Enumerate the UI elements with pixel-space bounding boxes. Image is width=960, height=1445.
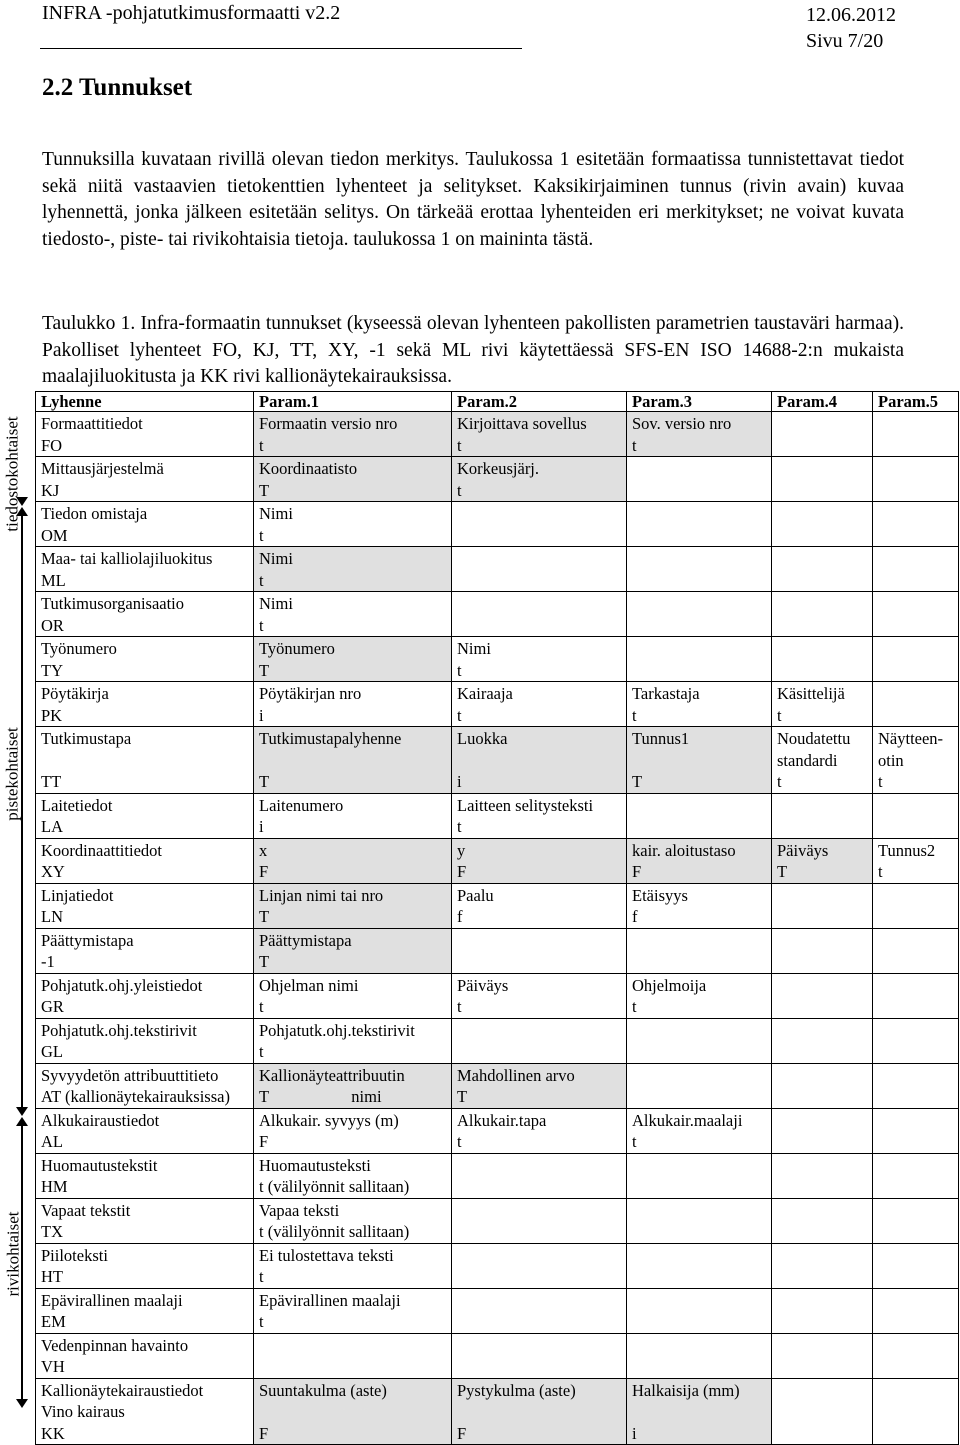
parameter-cell: Halkaisija (mm) i [627,1378,772,1445]
parameter-cell: Etäisyys f [627,883,772,928]
table-row [36,1333,959,1378]
parameter-cell: Päättymistapa T [254,928,452,973]
table-row [36,1063,959,1108]
parameter-cell [873,1333,959,1378]
parameter-cell [452,928,627,973]
parameter-cell [452,547,627,592]
parameter-cell [452,592,627,637]
table-row [36,682,959,727]
parameter-cell: Vapaa teksti t (välilyönnit sallitaan) [254,1198,452,1243]
parameter-cell: Pöytäkirjan nro i [254,682,452,727]
parameter-cell [873,412,959,457]
document-title: INFRA -pohjatutkimusformaatti v2.2 [42,2,341,24]
parameter-cell [772,1288,873,1333]
parameter-cell: Suuntakulma (aste) F [254,1378,452,1445]
parameter-cell [873,793,959,838]
intro-paragraph: Tunnuksilla kuvataan rivillä olevan tiedon merkitys. Taulukossa 1 esitetään formaatissa tunnistettavat tiedot sekä niitä vastaavien tietokenttien lyhenteet ja selitykset. Kaksikirjaiminen tunnus (rivin avain) kuvaa lyhennettä, jonka jälkeen esitetään selitys. On tärkeää erottaa lyhenteiden eri merkitykset; ne voivat kuvata tiedosto-, piste- tai rivikohtaisia tietoja. taulukossa 1 on maininta tästä. [42,149,904,250]
row-identifier-cell: Formaattitiedot FO [36,412,254,457]
parameter-cell [772,502,873,547]
parameter-cell: x F [254,838,452,883]
table-row [36,547,959,592]
parameter-cell [772,457,873,502]
table-row [36,727,959,794]
parameter-cell: Koordinaatisto T [254,457,452,502]
table-header-row [36,392,959,412]
parameter-cell: Näytteen-otin t [873,727,959,794]
table-row [36,928,959,973]
table-row [36,1288,959,1333]
arrow-down-icon [16,497,28,506]
row-identifier-cell: Epävirallinen maalaji EM [36,1288,254,1333]
parameter-cell [772,883,873,928]
row-identifier-cell: Laitetiedot LA [36,793,254,838]
row-identifier-cell: Alkukairaustiedot AL [36,1108,254,1153]
scope-divider-line [21,515,23,1107]
parameter-cell [873,1378,959,1445]
parameter-cell [873,1153,959,1198]
parameter-cell [772,1153,873,1198]
parameter-cell: Nimi t [254,547,452,592]
parameter-cell: Alkukair.maalaji t [627,1108,772,1153]
row-identifier-cell: Maa- tai kalliolajiluokitus ML [36,547,254,592]
row-identifier-cell: Kallionäytekairaustiedot Vino kairaus KK [36,1378,254,1445]
page-number: Sivu 7/20 [806,30,884,52]
parameter-cell [772,1063,873,1108]
tunnukset-table [35,391,959,1445]
row-identifier-cell: Piiloteksti HT [36,1243,254,1288]
parameter-cell: Kallionäyteattribuutin T nimi [254,1063,452,1108]
parameter-cell [873,547,959,592]
row-identifier-cell: Pohjatutk.ohj.tekstirivit GL [36,1018,254,1063]
parameter-cell [452,1153,627,1198]
row-identifier-cell: Pöytäkirja PK [36,682,254,727]
parameter-cell: Nimi t [254,592,452,637]
row-identifier-cell: Päättymistapa -1 [36,928,254,973]
parameter-cell: Tunnus2 t [873,838,959,883]
table-row [36,637,959,682]
parameter-cell: Nimi t [254,502,452,547]
table-row [36,1378,959,1445]
table-caption: Taulukko 1. Infra-formaatin tunnukset (kyseessä olevan lyhenteen pakollisten parametrien taustaväri harmaa). Pakolliset lyhenteet FO, KJ, TT, XY, -1 sekä ML rivi käytettäessä SFS-EN ISO 14688-2:n mukaista maalajiluokitusta ja KK rivi kallionäytekairauksissa. [42,313,904,387]
parameter-cell [772,1243,873,1288]
parameter-cell [772,637,873,682]
parameter-cell [772,1198,873,1243]
parameter-cell [627,637,772,682]
parameter-cell [627,457,772,502]
parameter-cell [627,1243,772,1288]
row-identifier-cell: Koordinaattitiedot XY [36,838,254,883]
parameter-cell: kair. aloitustaso F [627,838,772,883]
scope-divider-line [21,1125,23,1401]
parameter-cell [772,547,873,592]
parameter-cell [873,457,959,502]
header-divider [40,48,522,49]
column-header: Param.1 [254,392,452,412]
parameter-cell [772,1333,873,1378]
parameter-cell: Alkukair. syvyys (m) F [254,1108,452,1153]
table-row [36,457,959,502]
arrow-down-icon [16,1399,28,1408]
parameter-cell [452,1333,627,1378]
table-row [36,793,959,838]
table-body [36,412,959,1445]
parameter-cell: Nimi t [452,637,627,682]
parameter-cell: Paalu f [452,883,627,928]
parameter-cell [873,928,959,973]
parameter-cell: Huomautusteksti t (välilyönnit sallitaan) [254,1153,452,1198]
parameter-cell: Tarkastaja t [627,682,772,727]
parameter-cell [627,928,772,973]
parameter-cell [627,793,772,838]
parameter-cell [772,793,873,838]
parameter-cell [627,1288,772,1333]
parameter-cell [873,502,959,547]
parameter-cell: Laitenumero i [254,793,452,838]
arrow-down-icon [16,1107,28,1116]
parameter-cell [873,1063,959,1108]
parameter-cell: Laitteen selitysteksti t [452,793,627,838]
parameter-cell [627,1018,772,1063]
parameter-cell [873,637,959,682]
table-row [36,592,959,637]
column-header: Param.3 [627,392,772,412]
parameter-cell [772,412,873,457]
row-identifier-cell: Vapaat tekstit TX [36,1198,254,1243]
row-identifier-cell: Tutkimusorganisaatio OR [36,592,254,637]
parameter-cell: Ohjelmoija t [627,973,772,1018]
parameter-cell: Kairaaja t [452,682,627,727]
parameter-cell: Käsittelijä t [772,682,873,727]
parameter-cell [627,592,772,637]
parameter-cell [627,1153,772,1198]
parameter-cell [452,1198,627,1243]
table-row [36,502,959,547]
parameter-cell [772,1378,873,1445]
table-row [36,838,959,883]
parameter-cell [873,883,959,928]
parameter-cell: Pystykulma (aste) F [452,1378,627,1445]
parameter-cell [627,1333,772,1378]
table-row [36,1108,959,1153]
parameter-cell: y F [452,838,627,883]
side-label-row-text: rivikohtaiset [3,1211,23,1297]
row-identifier-cell: Tutkimustapa TT [36,727,254,794]
parameter-cell: Pohjatutk.ohj.tekstirivit t [254,1018,452,1063]
row-identifier-cell: Tiedon omistaja OM [36,502,254,547]
table-row [36,412,959,457]
parameter-cell: Tunnus1 T [627,727,772,794]
parameter-cell [873,682,959,727]
parameter-cell [873,973,959,1018]
header-date: 12.06.2012 [806,4,896,26]
column-header: Param.2 [452,392,627,412]
parameter-cell: Epävirallinen maalaji t [254,1288,452,1333]
row-identifier-cell: Linjatiedot LN [36,883,254,928]
side-label-file-text: tiedostokohtaiset [3,416,22,532]
parameter-cell [452,1018,627,1063]
column-header: Param.5 [873,392,959,412]
parameter-cell: Korkeusjärj. t [452,457,627,502]
parameter-cell [873,1108,959,1153]
parameter-cell [873,1018,959,1063]
table-row [36,1243,959,1288]
parameter-cell [873,592,959,637]
table-row [36,1153,959,1198]
parameter-cell [772,592,873,637]
table-row [36,1018,959,1063]
column-header: Lyhenne [36,392,254,412]
parameter-cell: Sov. versio nro t [627,412,772,457]
section-title: 2.2 Tunnukset [42,74,193,101]
parameter-cell: Alkukair.tapa t [452,1108,627,1153]
parameter-cell [627,1063,772,1108]
parameter-cell: Noudatettu standardi t [772,727,873,794]
row-identifier-cell: Syvyydetön attribuuttitieto AT (kallionäytekairauksissa) [36,1063,254,1108]
parameter-cell [772,1108,873,1153]
parameter-cell [627,502,772,547]
table-row [36,973,959,1018]
parameter-cell: Kirjoittava sovellus t [452,412,627,457]
table-row [36,883,959,928]
parameter-cell [452,1243,627,1288]
row-identifier-cell: Vedenpinnan havainto VH [36,1333,254,1378]
parameter-cell: Mahdollinen arvo T [452,1063,627,1108]
column-header: Param.4 [772,392,873,412]
parameter-cell: Päiväys T [772,838,873,883]
row-identifier-cell: Mittausjärjestelmä KJ [36,457,254,502]
header-right [806,2,896,54]
parameter-cell [772,928,873,973]
parameter-cell [452,1288,627,1333]
parameter-cell: Päiväys t [452,973,627,1018]
row-identifier-cell: Työnumero TY [36,637,254,682]
parameter-cell [873,1198,959,1243]
parameter-cell: Luokka i [452,727,627,794]
row-identifier-cell: Huomautustekstit HM [36,1153,254,1198]
parameter-cell [254,1333,452,1378]
parameter-cell [772,973,873,1018]
table-row [36,1198,959,1243]
row-identifier-cell: Pohjatutk.ohj.yleistiedot GR [36,973,254,1018]
parameter-cell: Ei tulostettava teksti t [254,1243,452,1288]
side-label-point-text: pistekohtaiset [3,727,23,821]
parameter-cell: Ohjelman nimi t [254,973,452,1018]
parameter-cell [772,1018,873,1063]
parameter-cell [452,502,627,547]
parameter-cell: Formaatin versio nro t [254,412,452,457]
parameter-cell: Tutkimustapalyhenne T [254,727,452,794]
parameter-cell: Työnumero T [254,637,452,682]
parameter-cell [627,547,772,592]
parameter-cell [873,1288,959,1333]
parameter-cell [627,1198,772,1243]
parameter-cell [873,1243,959,1288]
parameter-cell: Linjan nimi tai nro T [254,883,452,928]
